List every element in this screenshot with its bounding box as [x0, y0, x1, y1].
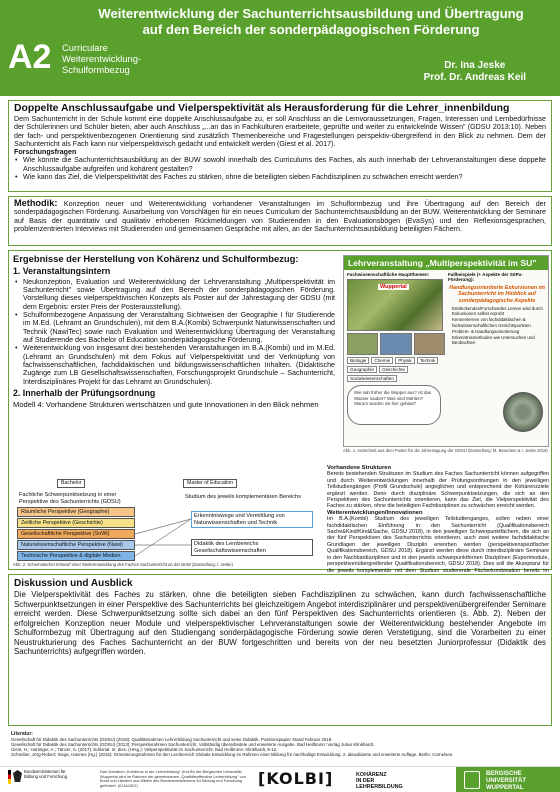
bmbf-text: Bundesministerium für Bildung und Forschung — [24, 769, 68, 779]
poster-figure-title: Lehrveranstaltung „Multiperspektivität im SU" — [344, 256, 548, 270]
subtitle-line: Schulformbezug — [62, 64, 130, 75]
results-text — [13, 253, 335, 409]
poster-right-column — [448, 272, 546, 434]
photo-image — [414, 333, 445, 355]
map-label: Wuppertal — [380, 284, 407, 291]
figure-caption: Abb. 2: Schematischer Entwurf einer Weiterentwicklung des Faches Sachunterricht an der BUW (Darstellung: I. Jeske) — [13, 562, 233, 567]
subtitle-line: Curriculare — [62, 42, 108, 53]
subtitle-line: Weiterentwicklung- — [62, 53, 142, 64]
excursion-item: Erkenntnismethoden wie Untersuchen und Beobachten — [452, 335, 535, 346]
subsection-title: 1. Veranstaltungsintern — [13, 266, 111, 276]
millstone-image — [503, 392, 543, 432]
project-subtitle — [62, 42, 141, 75]
section-text: Dem Sachunterricht in der Schule kommt eine doppelte Anschlussaufgabe zu, er soll Anschluss an die Lernvoraussetzungen, Fragen, Interessen und Lernbedürfnisse der Schülerinnen und Schüler bieten, aber auch Anschluss „...an das in Fachkulturen erarbeitete, geprüfte und weiter zu entwickelnde Wissen" (GDSU 2013:10). Neben der fach- und perspektivenbezogenen Orientierung sind zusätzlich Themenbereiche und Fragestellungen perspektiv-übergreifend in den Blick zu nehmen. Dem der Sachunterricht als Fach kann nur vielperspektivisch gedacht und entwickelt werden (Giest et al. 2017). — [14, 115, 546, 148]
excursion-title: Handlungsorientierte Exkursionen im Sachunterricht im Hinblick auf sonderpädagogische Aspekte — [449, 284, 545, 304]
flag-icon — [8, 770, 11, 784]
question-cloud: Wie sah früher die Wupper aus? Ist das Wasser sauber? Was sind Mühlen? Warum wurden sie hier gebaut? — [347, 385, 441, 425]
curriculum-diagram — [13, 479, 319, 567]
university-name-line: UNIVERSITÄT — [486, 778, 527, 784]
poster-caption: Fallbeispiele (+ Aspekte der SöPa-Förderung): — [448, 272, 523, 283]
result-item: • Weiterentwicklung von insgesamt drei bestehenden Veranstaltungen im B.A.(Kombi) und im M.Ed. (Lehramt an Grundschulen) mit dem Fokus auf Vielperspektivität und der Verknüpfung von fachwissenschaftlichen, fachdidaktischen und bildungswissenschaftlichen Inhalten. (Didaktische Zugänge zum LB Gesellschaftswissenschaften, Forschungsprojekt Grundschule – Sachunterricht, Interdisziplinäres Projekt für das Lehramt an Grundschulen). — [13, 344, 335, 386]
research-questions-label: Forschungsfragen — [14, 148, 77, 157]
perspective-temporal: Zeitliche Perspektive (Geschichte) — [17, 518, 135, 528]
poster-left-column — [347, 272, 445, 434]
section-title: Diskussion und Ausblick — [14, 578, 133, 589]
section-text: Die Vielperspektivität des Faches zu stärken, ohne die beteiligten sieben Fachdisziplinen zu schwächen, kann durch fachwissenschaftliche Schwerpunktsetzungen in einer Perspektive des Sachunterrichts bei gleichzeitigem Angebot interdisziplinärer und perspektivenübergreifender Seminare erreicht werden. Diese Schwerpunktsetzung sollte sich dabei an den fünf Perspektiven des Sachunterrichts orientieren (s. Abb. 2). Neben der erfolgreichen Konzeption neuer Module und vielperspektivischer Lehrveranstaltungen sowie der Weiterentwicklung bestehender Angebote im Schulformbezug mit Übertragung auf den Studiengang sonderpädagogische Förderung sowie deren Verstetigung, sind die Vorarbeiten zu einer Neustrukturierung des Faches Sachunterricht an der BUW fortgeschritten und bereits von der neu besetzten Juniorprofessur (Didaktik des Sachunterrichts) aufgegriffen worden. — [14, 590, 546, 656]
funding-note: Das Vorhaben „Kohärenz in der Lehrerbildung" (KoLBi) der Bergischen Universität Wuppertal wird im Rahmen der gemeinsamen „Qualitätsoffensive Lehrerbildung" von Bund und Ländern aus Mitteln des Bundesministeriums für Bildung und Forschung gefördert. (01JA1507) — [100, 769, 246, 788]
subsection-title: Weiterentwicklungen/Innovationen — [327, 509, 423, 516]
excursion-item: Kennenlernen von fachdidaktischen & fachwissenschaftlichen Gesichtspunkten — [452, 317, 531, 328]
authors — [424, 60, 526, 84]
master-module-society: Didaktik des Lernbereichs Gesellschaftswissenschaften — [191, 539, 313, 556]
literature-entry: Schreiber, Jörg-Robert; Siege, Hannes (Hg.) (2016): Orientierungsrahmen für den Lernbereich Globale Entwicklung im Rahmen einer Bildung für nachhaltige Entwicklung. 2. aktualisierte und erweiterte Auflage. Berlin: Cornelsen. — [11, 752, 454, 758]
university-name-line: BERGISCHE — [486, 771, 522, 777]
literature-entry: Gesellschaft für Didaktik des Sachunterrichts (GDSU) (2018): Qualitätsrahmen Lehrerbildung Sachunterricht und seine Didaktik. Positionspapier Stand Februar 2018. — [11, 737, 333, 743]
subject-tag: Biologie — [347, 357, 369, 364]
section-method — [8, 196, 552, 246]
literature-entry: Gesellschaft für Didaktik des Sachunterrichts (GDSU) (2013): Perspektivrahmen Sachunterricht. Vollständig überarbeitete und erweiterte Ausgabe. Bad Heilbrunn: Verlag Julius Klinkhardt. — [11, 742, 375, 748]
excursion-item: Entdeckendes/Forschendes Lernen wird durch Exkursionen selbst erprobt — [452, 306, 543, 317]
poster-header — [0, 0, 560, 96]
model-caption: Modell 4: Vorhandene Strukturen wertschätzen und gute Innovationen in den Blick nehmen — [13, 400, 319, 410]
subject-tags — [347, 357, 445, 382]
master-label: Master of Education — [183, 479, 237, 488]
title-line-2: auf den Bereich der sonderpädagogischen Förderung — [142, 22, 480, 37]
footer — [0, 766, 560, 792]
subject-tag: Sozialwissenschaften — [347, 375, 397, 382]
result-item: • Schulformbezogene Anpassung der Veranstaltung Sichtweisen der Geographie I für Studierende im M.Ed. (Lehramt an Grundschulen), mit dem B.A.(Kombi) Schwerpunkt Naturwissenschaften und Technik (NawiTec) sowie nach Evaluation und Weiterentwicklung Übertragung der Veranstaltung auf Studierende des Bachelor of Education sonderpädagogische Förderung. — [13, 311, 335, 344]
poster-caption: Fachwissenschaftliche Hauptthemen: — [347, 272, 430, 277]
research-question: • Wie könnte die Sachunterrichtsausbildung an der BUW sowohl innerhalb des Curriculums des Faches, als auch innerhalb der Lehrveranstaltungen diese doppelte Anschlussaufgabe aufgreifen und kohärent gestalten? — [14, 156, 546, 173]
photo-image — [380, 333, 411, 355]
poster-figure — [343, 255, 549, 447]
perspective-technology: Technische Perspektive & digitale Medien — [17, 551, 135, 561]
excursion-item: Problem- & Handlungsorientierung — [452, 328, 520, 334]
kolbi-subtitle-line: KOHÄRENZ — [356, 772, 387, 778]
subject-tag: Geschichte — [379, 366, 408, 373]
research-questions — [14, 156, 546, 181]
perspective-science: Naturwissenschaftliche Perspektive (Nawi) — [17, 540, 135, 550]
author-name: Prof. Dr. Andreas Keil — [423, 72, 526, 83]
photo-image — [347, 333, 378, 355]
section-results — [8, 250, 552, 574]
section-title: Doppelte Anschlussaufgabe und Vielperspektivität als Herausforderung für die Lehrer_innenbildung — [14, 103, 510, 114]
literature-label: Literatur: — [11, 731, 33, 737]
master-module-science: Erkenntniswege und Vermittlung von Naturwissenschaften und Technik — [191, 511, 313, 528]
perspective-spatial: Räumliche Perspektive (Geographie) — [17, 507, 135, 517]
university-name-line: WUPPERTAL — [486, 785, 524, 791]
kolbi-subtitle — [356, 772, 403, 791]
university-logo — [456, 767, 560, 792]
section-title: Methodik: — [14, 198, 58, 208]
kolbi-logo: [KOLBI] — [258, 769, 334, 788]
subject-tag: Physik — [395, 357, 415, 364]
bmbf-logo — [8, 770, 68, 790]
literature-entry: Giest, H.; Hartinger, A.; Tänzer, S. (2017): Editorial. In: dies. (Hrsg.): Vielperspektivität im Sachunterricht. Bad Heilbrunn: Klinkhardt, 9-12. — [11, 747, 278, 753]
structures-text — [327, 465, 549, 580]
connector-lines — [135, 505, 193, 563]
kolbi-subtitle-line: LEHRERBILDUNG — [356, 784, 403, 791]
bachelor-description: Fachliche Schwerpunktsetzung in einer Perspektive des Sachunterrichts (GDSU) — [17, 491, 147, 506]
section-title: Ergebnisse der Herstellung von Kohärenz und Schulformbezug: — [13, 253, 299, 264]
literature — [8, 730, 552, 764]
paragraph: Im B.A.(Kombi) Studium des jeweiligen Teilstudienganges, sollen neben einer fachdidaktischen Einführung in den Sachunterricht (Qualifikationsbereich Sache&Kind/Kind&Sache, GDSU 2018), in den jeweiligen Schwerpunktfächern, die sich an der fünf Perspektiven des Sachunterrichts orientieren, auch zwei weitere fachdidaktische Grundlagen der jeweiligen Disziplin erworben werden (perspektivenspezifischer Qualifikationsbereich, GDSU 2018). Ergänzt werden diese durch interdisziplinäre Seminare in den Nachbardisziplinen und in den jeweils schwerpunktfernen Disziplinen (Exportmodule, perspektivenübergreifender Qualifikationsbereich, GDSU 2018). Dies soll die Akzeptanz für die jeweils komplementär mit dem Studium studierende Fächerkombination bereits im — [327, 516, 549, 574]
result-item: • Neukonzeption, Evaluation und Weiterentwicklung der Lehrveranstaltung „Multiperspektivität im Sachunterricht" sowie Übertragung auf den Bereich der sonderpädagogischen Förderung. Vorstellung dieses vielperspektivischen Konzepts als Poster auf der Jahrestagung der GDSU (mit dem Ergebnis: erster Preis der Posterausstellung). — [13, 278, 335, 311]
poster-title — [70, 6, 552, 38]
research-question: • Wie kann das Ziel, die Vielperspektivität des Faches zu stärken, ohne die beteiligten sieben Fachdisziplinen zu schwächen erreicht werden? — [14, 173, 546, 181]
paragraph: Bereits bestehenden Strukturen im Studium des Faches Sachunterricht können aufgegriffen und durch Weiterentwicklungen innerhalb der Prüfungsordnungen in den jeweiligen Teilstudiengängen (Profil Grundschule) angeglichen und entsprechend der Kohärenzziele ergänzt werden. Denn durch disziplinäre Schwerpunktsetzungen, die sich an den Perspektiven des Sachunterrichts orientieren, kann das Ziel, die Vielperspektivität des Faches zu stärken, ohne die beteiligten Fachdisziplinen zu schwächen erreicht werden. — [327, 471, 549, 510]
figure-caption: Abb. 1: Ausschnitt aus dem Poster für die Jahrestagung der GDSU (Darstellung: M. Beuerlein & I. Jeske 2018) — [343, 448, 548, 453]
project-code: A2 — [8, 38, 52, 76]
map-image — [347, 279, 443, 331]
kolbi-subtitle-line: IN DER — [356, 778, 375, 785]
section-challenge — [8, 100, 552, 192]
author-name: Dr. Ina Jeske — [444, 60, 506, 71]
results-list — [13, 278, 335, 386]
subsection-title: Vorhandene Strukturen — [327, 465, 391, 471]
photo-row — [347, 333, 445, 355]
perspective-social: Gesellschaftliche Perspektive (SoWi) — [17, 529, 135, 539]
subject-tag: Chemie — [371, 357, 393, 364]
bachelor-label: Bachelor — [57, 479, 85, 488]
university-crest-icon — [464, 771, 480, 789]
excursion-list — [448, 306, 546, 345]
section-discussion — [8, 574, 552, 726]
eagle-icon — [13, 770, 22, 782]
section-text: Konzeption neuer und Weiterentwicklung vorhandener Veranstaltungen im Schulformbezug und ihre Übertragung auf den Bereich der sonderpädagogischen Förderung. Ausarbeitung von Vorschlägen für ein neues Curriculum der Sachunterrichtsausbildung an der BUW. Weiterentwicklung der Seminare auf Basis der quantitativ und qualitativ erhobenen Rückmeldungen von Studierenden in den Evaluationsbögen (EvaSys) und den Reflexionsgesprachen, problemzentrierten Interviews mit Studierenden und gemeinsamen Gespräche mit allen, an der Sachunterrichtsausbildung beteiligten Fächern. — [14, 200, 546, 233]
subject-tag: Technik — [417, 357, 439, 364]
subject-tag: Geographie — [347, 366, 377, 373]
title-line-1: Weiterentwicklung der Sachunterrichtsausbildung und Übertragung — [98, 6, 524, 21]
subsection-title: 2. Innerhalb der Prüfungsordnung — [13, 387, 156, 398]
master-description: Studium des jeweils komplementären Bereichs — [183, 493, 313, 502]
